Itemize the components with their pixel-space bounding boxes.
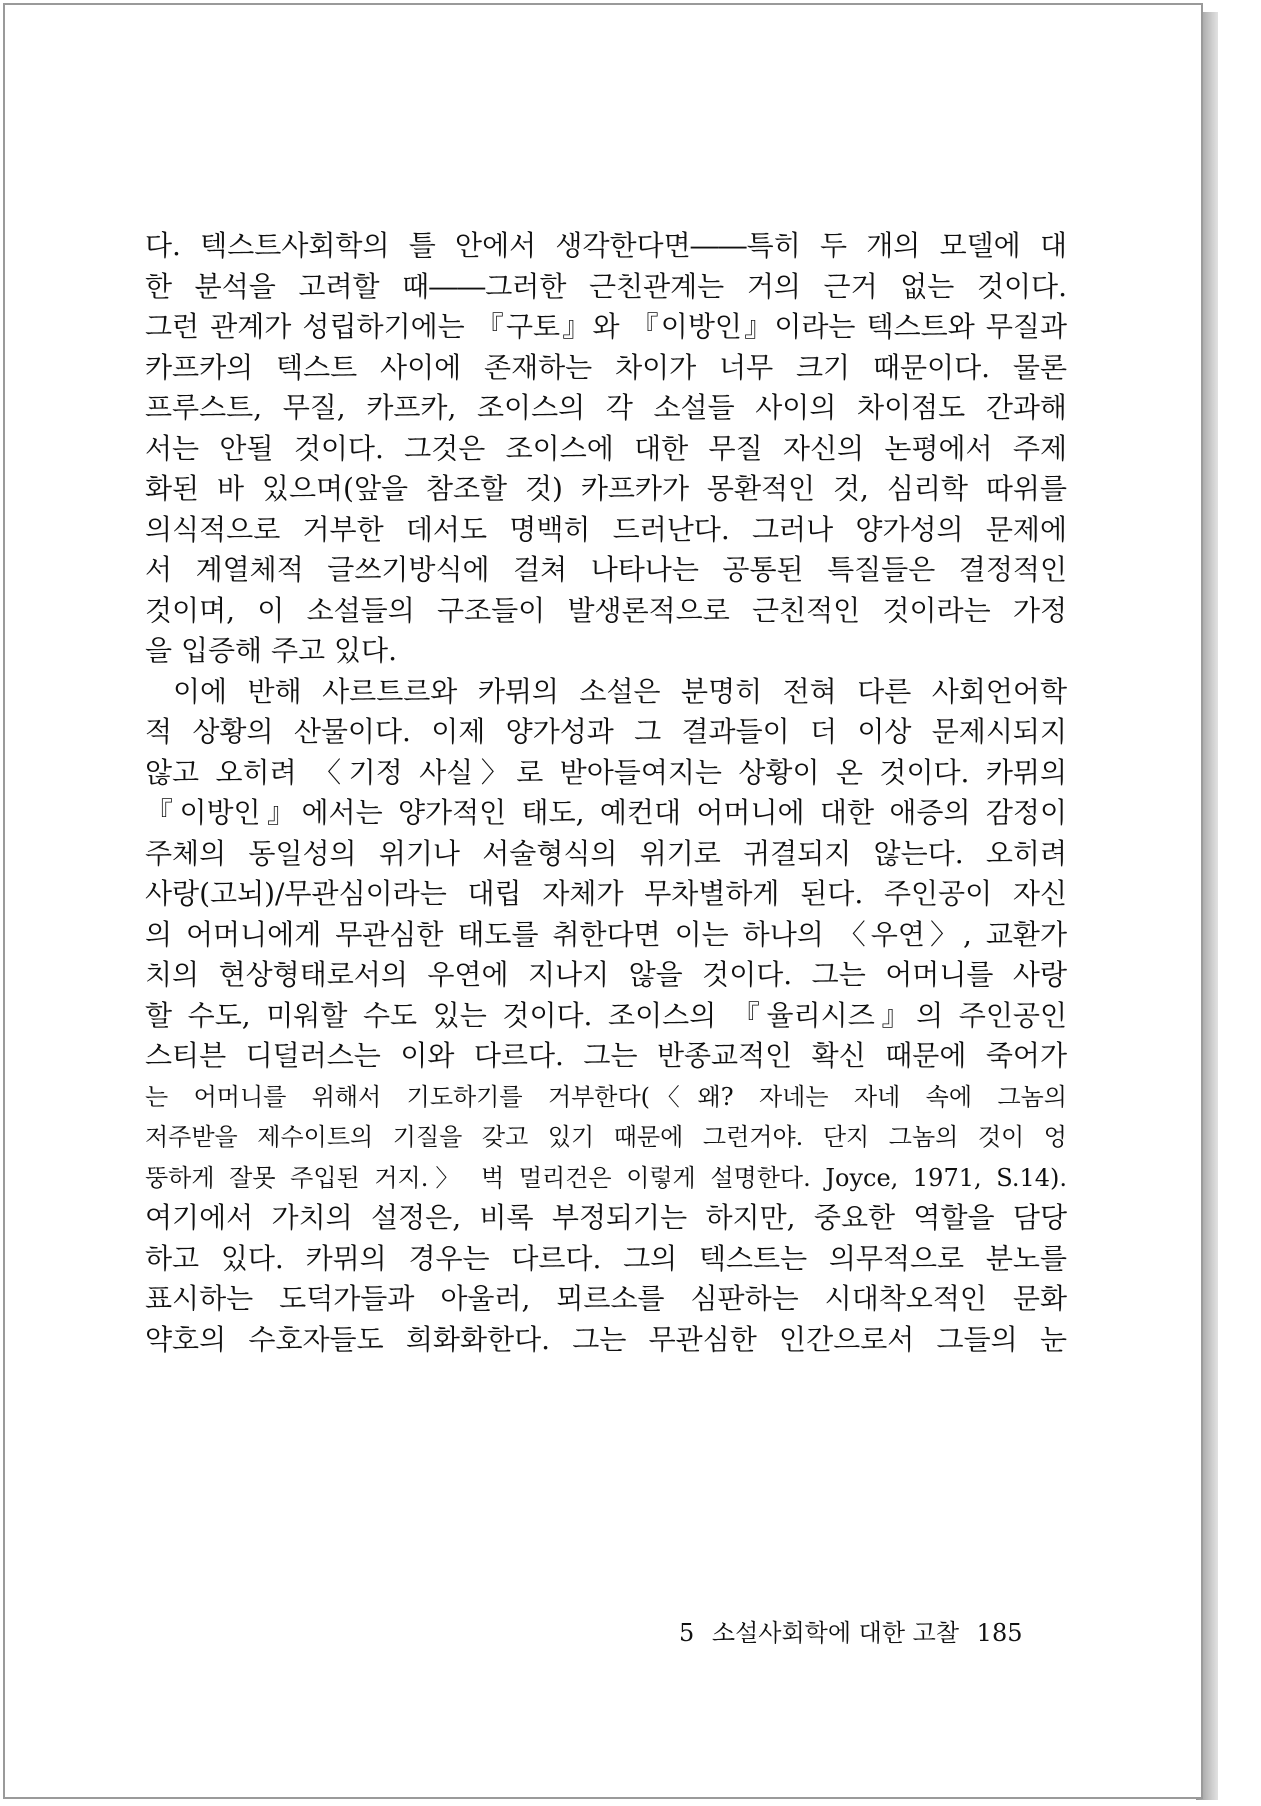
text-line: 여기에서 가치의 설정은, 비록 부정되기는 하지만, 중요한 역할을 담당	[145, 1201, 1067, 1234]
text-line: 할 수도, 미워할 수도 있는 것이다. 조이스의 『율리시즈』의 주인공인	[145, 998, 1067, 1032]
text-line: 의식적으로 거부한 데서도 명백히 드러난다. 그러나 양가성의 문제에	[145, 512, 1067, 546]
text-line: 서는 안될 것이다. 그것은 조이스에 대한 무질 자신의 논평에서 주제	[145, 431, 1067, 465]
text-line: 스티븐 디덜러스는 이와 다르다. 그는 반종교적인 확신 때문에 죽어가	[145, 1039, 1067, 1072]
chapter-number: 5	[679, 1619, 695, 1647]
text-line: 이에 반해 사르트르와 카뮈의 소설은 분명히 전혀 다른 사회언어학	[173, 674, 1067, 708]
text-line: 다. 텍스트사회학의 틀 안에서 생각한다면――특히 두 개의 모델에 대	[145, 229, 1067, 262]
text-line: 프루스트, 무질, 카프카, 조이스의 각 소설들 사이의 차이점도 간과해	[145, 391, 1067, 424]
text-line: 사랑(고뇌)/무관심이라는 대립 자체가 무차별하게 된다. 주인공이 자신	[145, 877, 1067, 910]
text-line: 표시하는 도덕가들과 아울러, 뫼르소를 심판하는 시대착오적인 문화	[145, 1282, 1067, 1315]
text-line: 서 계열체적 글쓰기방식에 걸쳐 나타나는 공통된 특질들은 결정적인	[145, 553, 1067, 586]
text-line: 화된 바 있으며(앞을 참조할 것) 카프카가 몽환적인 것, 심리학 따위를	[145, 472, 1067, 505]
text-line: 카프카의 텍스트 사이에 존재하는 차이가 너무 크기 때문이다. 물론	[145, 350, 1067, 384]
text-line: 약호의 수호자들도 희화화한다. 그는 무관심한 인간으로서 그들의 눈	[145, 1322, 1067, 1356]
text-line: 는 어머니를 위해서 기도하기를 거부한다(〈왜? 자네는 자네 속에 그놈의	[145, 1082, 1067, 1111]
body-text	[145, 226, 1067, 1360]
running-footer	[679, 1613, 1069, 1653]
text-line: 그런 관계가 성립하기에는 『구토』와 『이방인』이라는 텍스트와 무질과	[145, 310, 1067, 343]
text-line: 하고 있다. 카뮈의 경우는 다르다. 그의 텍스트는 의무적으로 분노를	[145, 1241, 1067, 1275]
text-line: 주체의 동일성의 위기나 서술형식의 위기로 귀결되지 않는다. 오히려	[145, 836, 1067, 870]
text-line: 적 상황의 산물이다. 이제 양가성과 그 결과들이 더 이상 문제시되지	[145, 715, 1067, 748]
page-number: 185	[976, 1619, 1023, 1647]
text-line: 치의 현상형태로서의 우연에 지나지 않을 것이다. 그는 어머니를 사랑	[145, 958, 1067, 991]
text-line: 저주받을 제수이트의 기질을 갖고 있기 때문에 그런거야. 단지 그놈의 것이 엉	[145, 1123, 1067, 1151]
text-line: 을 입증해 주고 있다.	[145, 634, 397, 667]
text-line: 것이며, 이 소설들의 구조들이 발생론적으로 근친적인 것이라는 가정	[145, 593, 1067, 627]
text-line: 의 어머니에게 무관심한 태도를 취한다면 이는 하나의 〈우연〉, 교환가	[145, 917, 1067, 951]
text-line: 『이방인』에서는 양가적인 태도, 예컨대 어머니에 대한 애증의 감정이	[145, 796, 1067, 829]
text-line: 않고 오히려 〈기정 사실〉로 받아들여지는 상황이 온 것이다. 카뮈의	[145, 755, 1067, 789]
book-page	[3, 3, 1203, 1799]
chapter-title: 소설사회학에 대한 고찰	[711, 1619, 960, 1647]
text-line: 한 분석을 고려할 때――그러한 근친관계는 거의 근거 없는 것이다.	[145, 269, 1067, 303]
text-line: 뚱하게 잘못 주입된 거지.〉 벅 멀리건은 이렇게 설명한다. Joyce, 1971, S.14).	[145, 1163, 1067, 1192]
